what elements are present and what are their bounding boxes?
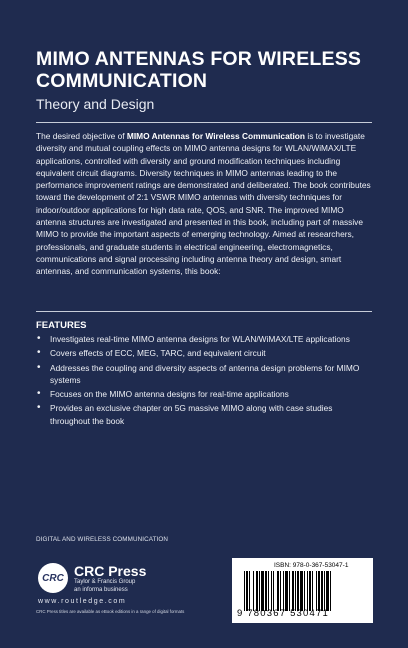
barcode-bar <box>312 571 313 611</box>
barcode-bar <box>268 571 269 611</box>
features-list <box>36 333 372 429</box>
barcode-bar <box>297 571 299 611</box>
barcode-bar <box>316 571 317 611</box>
description <box>36 130 372 278</box>
barcode-bar <box>271 571 272 611</box>
barcode-bar <box>307 571 308 611</box>
feature-item: • Covers effects of ECC, MEG, TARC, and equivalent circuit <box>36 347 372 359</box>
isbn-barcode-box <box>232 558 373 623</box>
description-bold-title: MIMO Antennas for Wireless Communication <box>126 131 306 141</box>
barcode-bar <box>256 571 258 611</box>
barcode-bar <box>309 571 311 611</box>
barcode-bar <box>244 571 245 611</box>
barcode-bar <box>292 571 294 611</box>
book-subtitle: Theory and Design <box>36 96 155 112</box>
barcode-bar <box>318 571 320 611</box>
barcode-bar <box>277 571 279 611</box>
barcode-bar <box>249 571 250 611</box>
barcode-bar <box>321 571 323 611</box>
divider <box>36 311 372 312</box>
barcode-bar <box>295 571 296 611</box>
publisher-group: Taylor & Francis Group <box>74 579 136 585</box>
barcode-bar <box>280 571 281 611</box>
isbn-label: ISBN: 978-0-367-53047-1 <box>274 562 349 569</box>
barcode-bar <box>324 571 325 611</box>
barcode-bar <box>326 571 329 611</box>
barcode-bar <box>300 571 303 611</box>
barcode-bar <box>261 571 264 611</box>
description-intro: The desired objective of <box>36 131 127 141</box>
barcode-bar <box>259 571 260 611</box>
book-title: MIMO ANTENNAS FOR WIRELESS COMMUNICATION <box>36 48 362 92</box>
crc-logo-icon: CRC <box>38 563 68 593</box>
ebook-note: CRC Press titles are available as eBook editions in a range of digital formats <box>36 609 185 614</box>
description-rest: is to investigate diversity and mutual coupling effects on MIMO antenna designs for WLAN/WiMAX/LTE applications, controlled with diversity and ground modification techniques including equivalent circuit diagrams. Diversity techniques in MIMO antennas leading to the performance improvement ratings are demonstrated and deliberated. The book contributes toward the development of 2:1 VSWR MIMO antennas with diversity techniques for indoor/outdoor applications for high data rate, QOS, and SNR. The improved MIMO antenna structures are investigated and presented in this book, including part of massive MIMO to provide the important aspects of emerging technology. Aimed at researchers, professionals, and graduate students in electrical engineering, electromagnetics, communications and signal processing including antenna theory and design, smart antennas, and communication systems, this book: <box>36 131 371 277</box>
series-name: DIGITAL AND WIRELESS COMMUNICATION <box>36 536 169 543</box>
barcode-bar <box>246 571 248 611</box>
publisher-name: CRC Press <box>74 563 147 579</box>
feature-item: • Addresses the coupling and diversity aspects of antenna design problems for MIMO systems <box>36 362 372 387</box>
isbn-digits: 9 780367 530471 <box>237 608 329 619</box>
barcode-bar <box>253 571 254 611</box>
barcode-bar <box>289 571 290 611</box>
feature-item: • Focuses on the MIMO antenna designs for real-time applications <box>36 388 372 400</box>
barcode-bar <box>330 571 331 611</box>
publisher-tagline: an informa business <box>74 587 128 593</box>
barcode-bar <box>265 571 267 611</box>
barcode-bar <box>273 571 274 611</box>
features-heading: FEATURES <box>36 320 87 331</box>
barcode-icon <box>242 571 366 611</box>
feature-item: • Investigates real-time MIMO antenna designs for WLAN/WiMAX/LTE applications <box>36 333 372 345</box>
barcode-bar <box>285 571 288 611</box>
divider <box>36 122 372 123</box>
feature-item: • Provides an exclusive chapter on 5G massive MIMO along with case studies throughout the book <box>36 402 372 427</box>
barcode-bar <box>283 571 284 611</box>
publisher-url: www.routledge.com <box>38 598 127 605</box>
barcode-bar <box>304 571 305 611</box>
